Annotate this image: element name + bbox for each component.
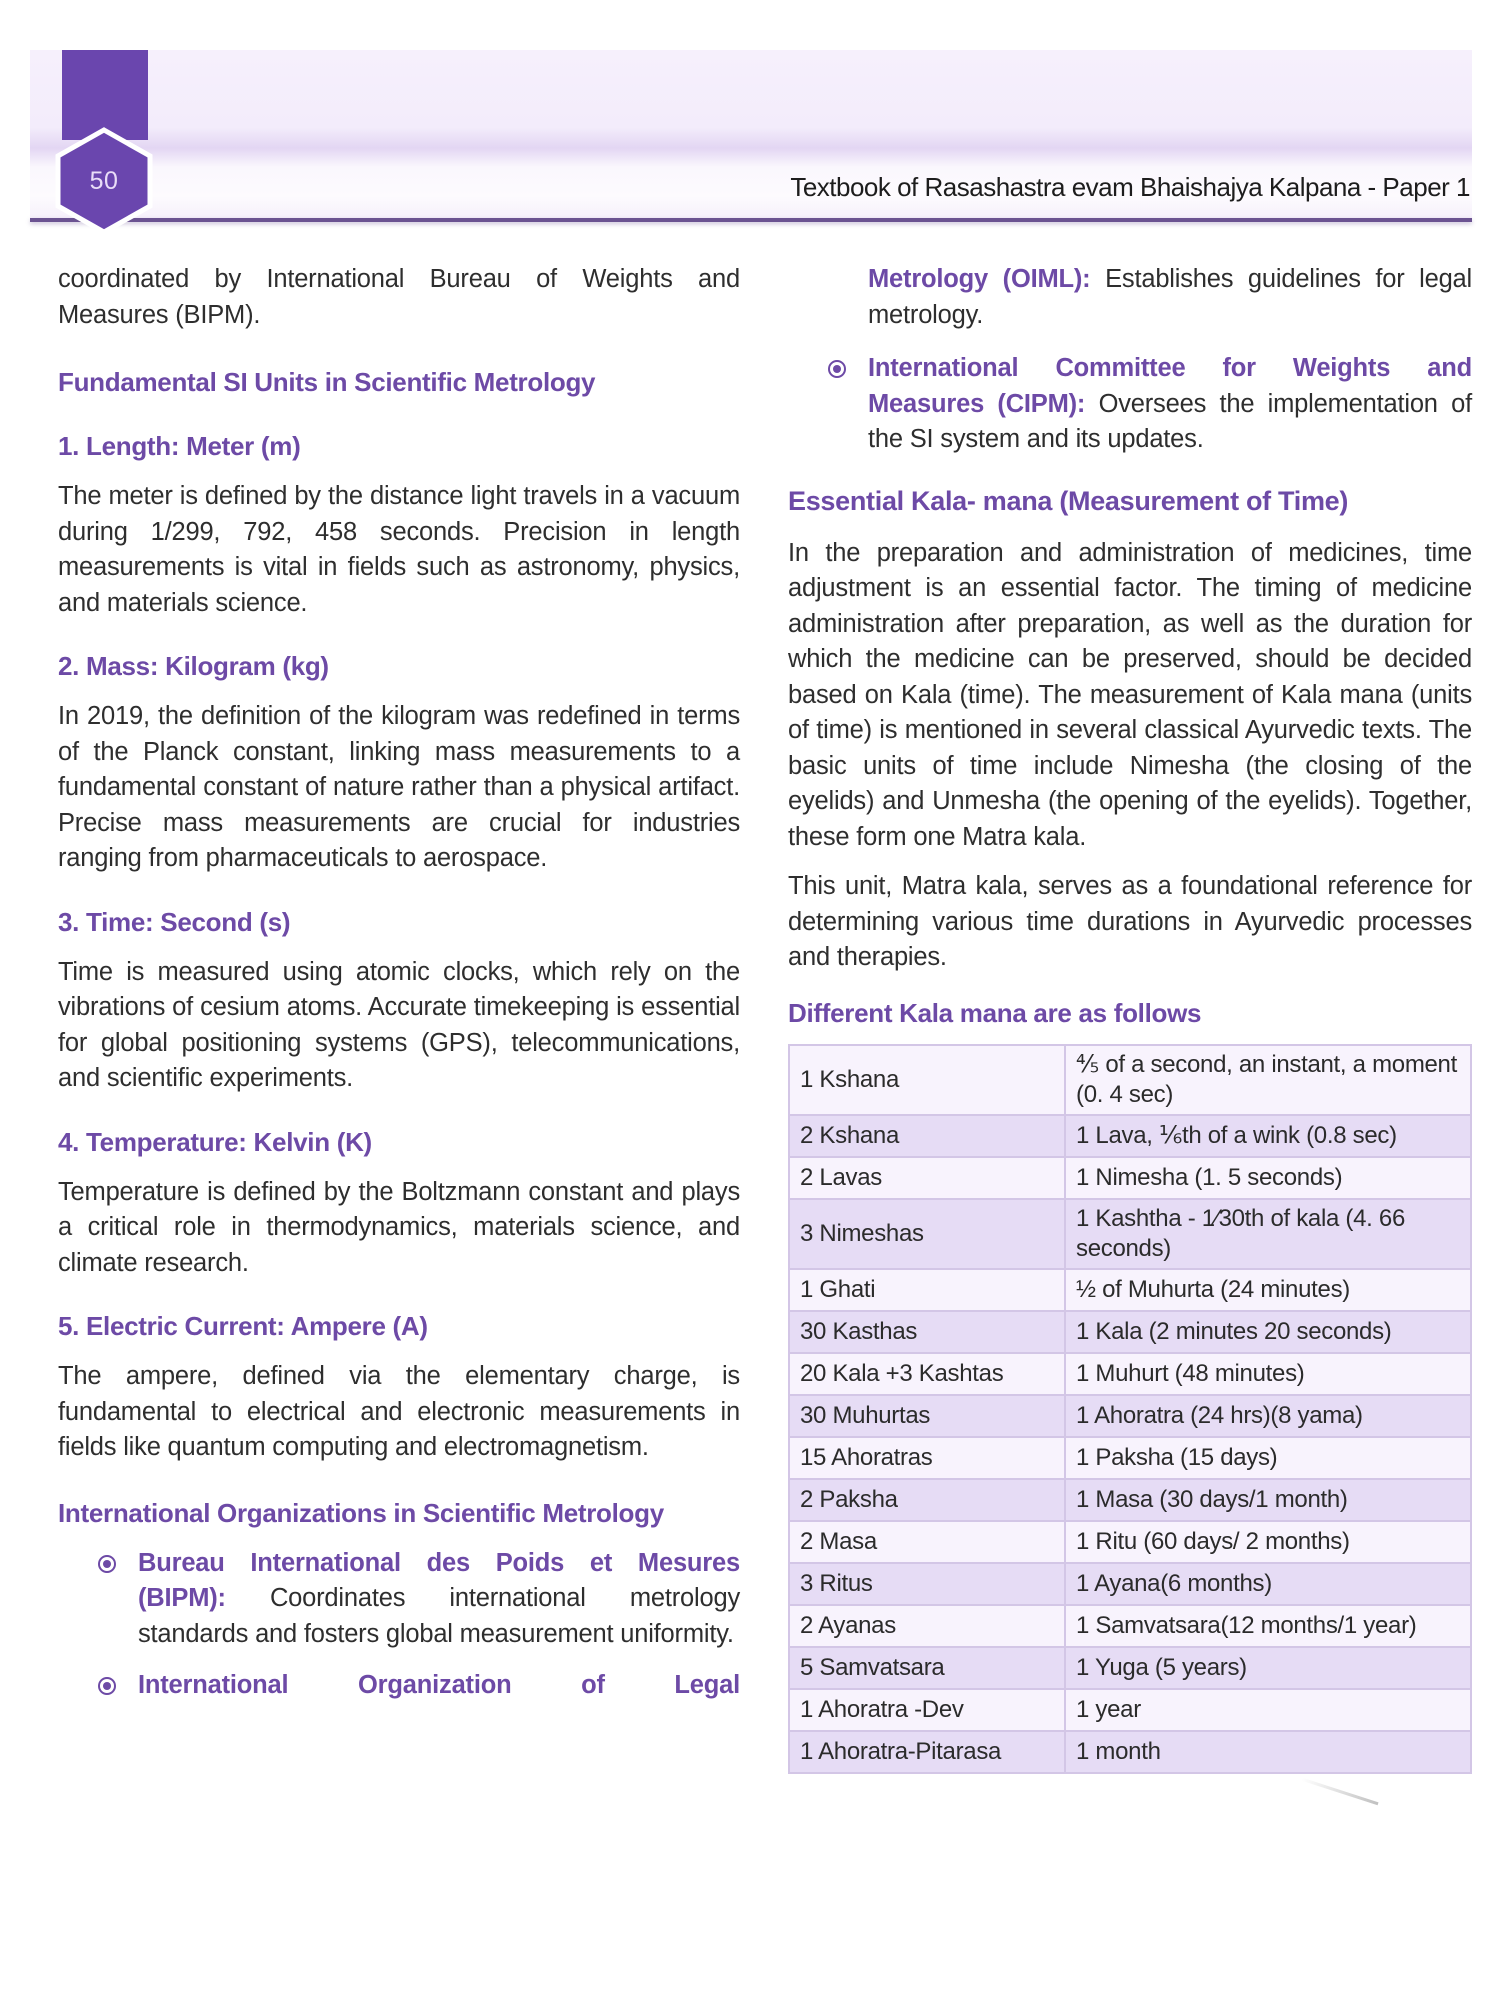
unit-cell: 3 Nimeshas [789,1199,1065,1269]
equivalent-cell: ⅘ of a second, an instant, a moment (0. 4 sec) [1065,1045,1471,1115]
organizations-list [58,1546,740,1704]
equivalent-cell: 1 Kashtha - 1⁄30th of kala (4. 66 seconds) [1065,1199,1471,1269]
unit-text: Temperature is defined by the Boltzmann constant and plays a critical role in thermodynamics, materials science, and climate research. [58,1177,740,1277]
right-column [788,262,1472,1774]
unit-heading: 3. Time: Second (s) [58,906,291,937]
equivalent-cell: 1 Nimesha (1. 5 seconds) [1065,1157,1471,1199]
unit-section-time [58,905,740,1097]
equivalent-cell: 1 year [1065,1689,1471,1731]
table-row [789,1689,1471,1731]
table-row [789,1311,1471,1353]
running-title: Textbook of Rasashastra evam Bhaishajya Kalpana - Paper 1 [790,172,1470,202]
org-description: Establishes guidelines for legal metrology. [868,265,1473,329]
unit-cell: 1 Ghati [789,1269,1065,1311]
table-row [789,1045,1471,1115]
table-row [789,1115,1471,1157]
table-row [789,1605,1471,1647]
unit-section-mass [58,649,740,877]
unit-text: In 2019, the definition of the kilogram was redefined in terms of the Planck constant, linking mass measurements to a fundamental constant of nature rather than a physical artifact. Precise mass measurements are crucial for industries ranging from pharmaceuticals to aerospace. [58,702,740,872]
kala-paragraph: This unit, Matra kala, serves as a foundational reference for determining various time durations in Ayurvedic processes and therapies. [788,872,1472,971]
table-row [789,1395,1471,1437]
unit-cell: 1 Kshana [789,1045,1065,1115]
table-row [789,1157,1471,1199]
table-row [789,1353,1471,1395]
unit-cell: 2 Kshana [789,1115,1065,1157]
table-row [789,1479,1471,1521]
list-item [828,262,1472,333]
unit-cell: 15 Ahoratras [789,1437,1065,1479]
table-heading: Different Kala mana are as follows [788,997,1202,1028]
unit-cell: 30 Muhurtas [789,1395,1065,1437]
organizations-heading: International Organizations in Scientific Metrology [58,1497,664,1528]
org-description: Coordinates international metrology standards and fosters global measurement uniformity. [138,1584,740,1648]
unit-cell: 1 Ahoratra -Dev [789,1689,1065,1731]
org-name: International Committee for Weights and Measures (CIPM): [868,354,1472,418]
page-number: 50 [89,166,119,195]
unit-cell: 30 Kasthas [789,1311,1065,1353]
si-units-heading: Fundamental SI Units in Scientific Metrology [58,367,596,397]
unit-cell: 20 Kala +3 Kashtas [789,1353,1065,1395]
unit-text: The meter is defined by the distance light travels in a vacuum during 1/299, 792, 458 seconds. Precision in length measurements is vital in fields such as astronomy, physics, and materials science. [58,482,740,617]
bullet-icon [98,1677,116,1695]
equivalent-cell: 1 Masa (30 days/1 month) [1065,1479,1471,1521]
unit-cell: 2 Ayanas [789,1605,1065,1647]
bullet-icon [98,1555,116,1573]
table-row [789,1731,1471,1773]
equivalent-cell: ½ of Muhurta (24 minutes) [1065,1269,1471,1311]
left-column [58,262,740,1704]
table-row [789,1647,1471,1689]
table-row [789,1437,1471,1479]
org-name: International Organization of Legal [138,1671,740,1699]
equivalent-cell: 1 Ritu (60 days/ 2 months) [1065,1521,1471,1563]
table-row [789,1199,1471,1269]
unit-text: Time is measured using atomic clocks, which rely on the vibrations of cesium atoms. Accurate timekeeping is essential for global positioning systems (GPS), telecommunications, and scientific experiments. [58,957,740,1092]
list-item [98,1668,740,1704]
bullet-icon [828,360,846,378]
kala-mana-table [788,1044,1472,1774]
unit-heading: 2. Mass: Kilogram (kg) [58,651,329,681]
organizations-list-continued [788,262,1472,458]
unit-cell: 2 Masa [789,1521,1065,1563]
page-number-badge [52,126,156,236]
kala-mana-heading: Essential Kala- mana (Measurement of Time) [788,485,1349,516]
unit-cell: 3 Ritus [789,1563,1065,1605]
unit-heading: 4. Temperature: Kelvin (K) [58,1126,372,1157]
org-name: Metrology (OIML): [868,265,1091,293]
table-row [789,1563,1471,1605]
unit-section-temperature [58,1125,740,1282]
equivalent-cell: 1 Ayana(6 months) [1065,1563,1471,1605]
list-item [98,1546,740,1653]
unit-heading: 1. Length: Meter (m) [58,431,301,461]
equivalent-cell: 1 Ahoratra (24 hrs)(8 yama) [1065,1395,1471,1437]
unit-cell: 2 Paksha [789,1479,1065,1521]
unit-cell: 2 Lavas [789,1157,1065,1199]
equivalent-cell: 1 Samvatsara(12 months/1 year) [1065,1605,1471,1647]
equivalent-cell: 1 Lava, ⅙th of a wink (0.8 sec) [1065,1115,1471,1157]
equivalent-cell: 1 Yuga (5 years) [1065,1647,1471,1689]
equivalent-cell: 1 month [1065,1731,1471,1773]
unit-section-length [58,429,740,621]
org-description: Oversees the implementation of the SI system and its updates. [868,389,1473,453]
equivalent-cell: 1 Kala (2 minutes 20 seconds) [1065,1311,1471,1353]
unit-cell: 1 Ahoratra-Pitarasa [789,1731,1065,1773]
list-item [828,351,1472,458]
unit-section-current [58,1309,740,1466]
table-row [789,1269,1471,1311]
org-name: Bureau International des Poids et Mesures (BIPM): [138,1548,740,1612]
unit-heading: 5. Electric Current: Ampere (A) [58,1311,428,1341]
equivalent-cell: 1 Muhurt (48 minutes) [1065,1353,1471,1395]
header-divider [30,218,1472,222]
intro-continuation: coordinated by International Bureau of Weights and Measures (BIPM). [58,265,740,329]
table-row [789,1521,1471,1563]
unit-cell: 5 Samvatsara [789,1647,1065,1689]
scan-artifact [1301,1778,1378,1806]
kala-paragraph: In the preparation and administration of medicines, time adjustment is an essential factor. The timing of medicine administration after preparation, as well as the duration for which the medicine can be preserved, should be decided based on Kala (time). The measurement of Kala mana (units of time) is mentioned in several classical Ayurvedic texts. The basic units of time include Nimesha (the closing of the eyelids) and Unmesha (the opening of the eyelids). Together, these form one Matra kala. [788,538,1472,851]
unit-text: The ampere, defined via the elementary charge, is fundamental to electrical and electronic measurements in fields like quantum computing and electromagnetism. [58,1362,740,1461]
equivalent-cell: 1 Paksha (15 days) [1065,1437,1471,1479]
